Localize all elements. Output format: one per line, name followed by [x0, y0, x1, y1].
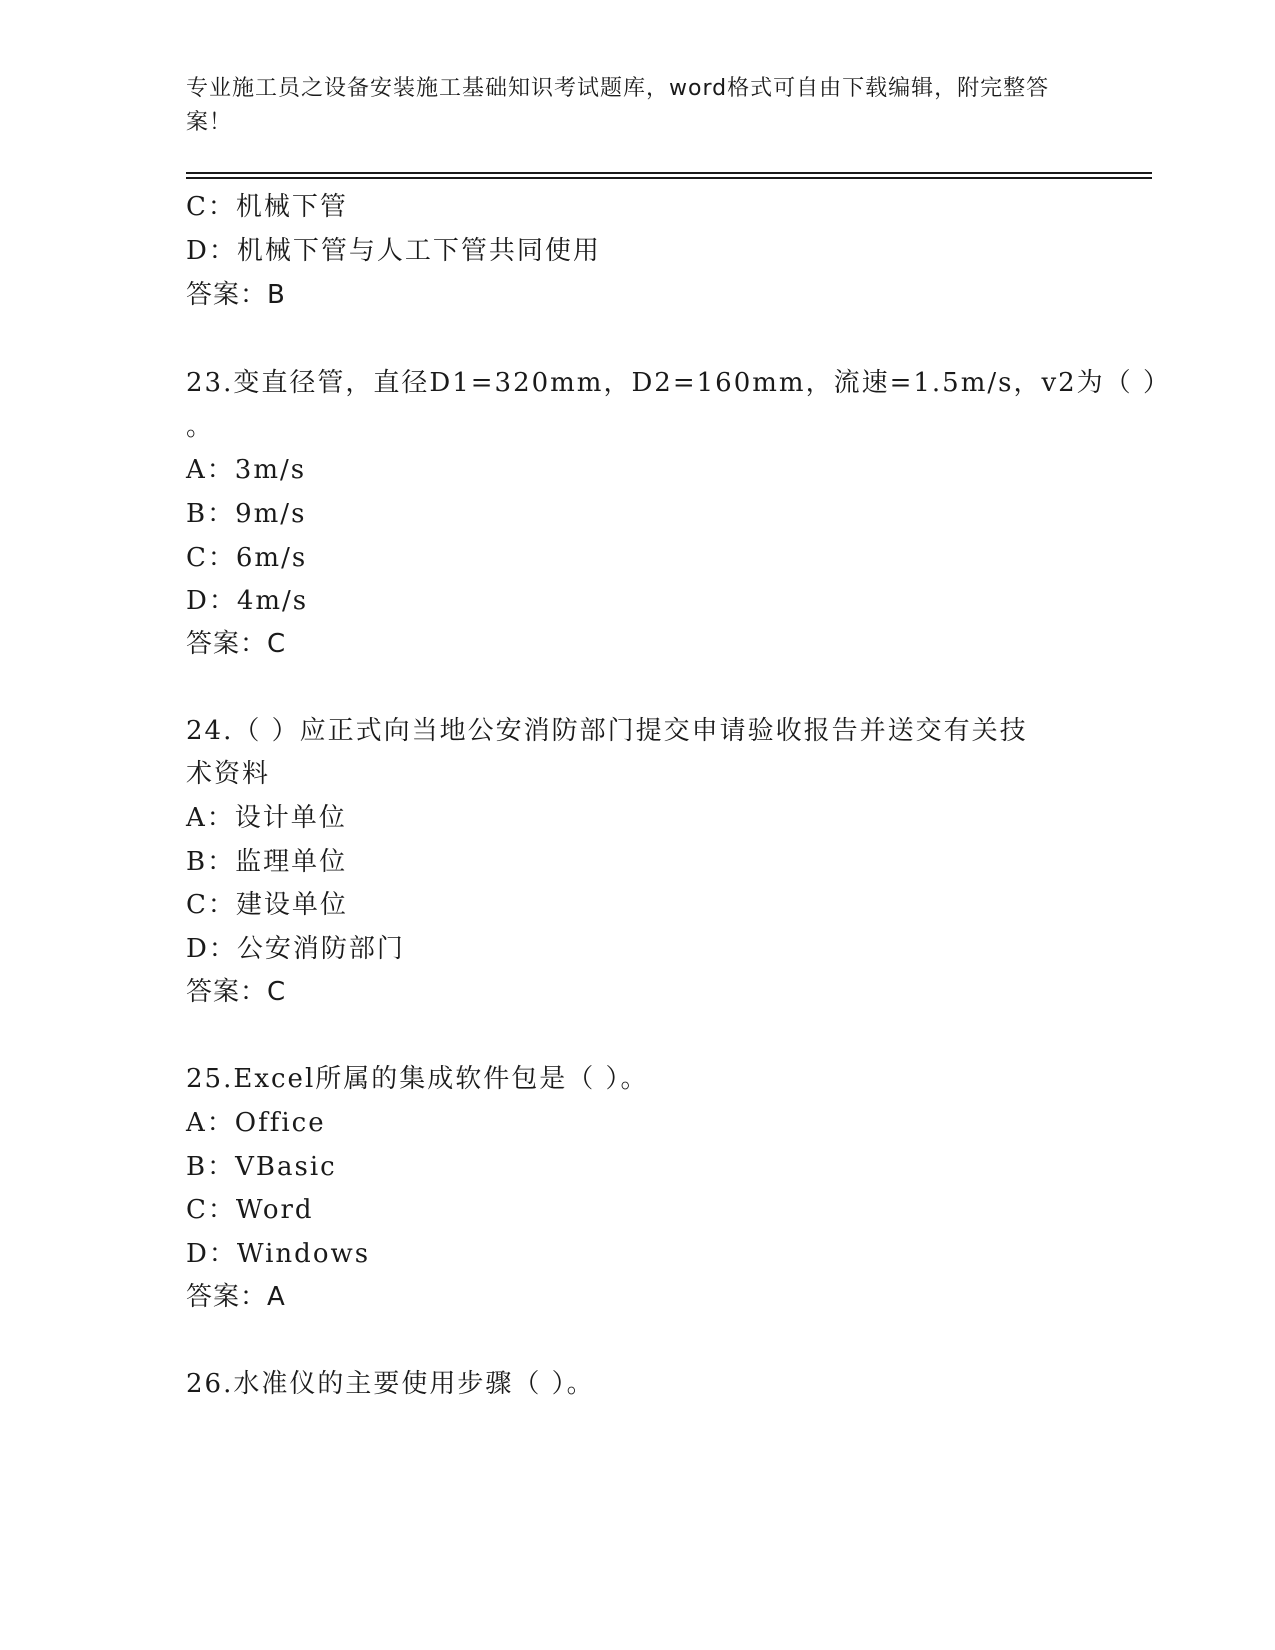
q23-stem-line2: 。 [186, 412, 215, 442]
q25-option-c: C：Word [186, 1195, 314, 1225]
q24-stem-line1: 24.（ ）应正式向当地公安消防部门提交申请验收报告并送交有关技 [186, 716, 1028, 746]
q23-stem-line1: 23.变直径管，直径D1=320mm，D2=160mm，流速=1.5m/s，v2为（ ） [186, 368, 1171, 398]
q25-option-b: B：VBasic [186, 1152, 337, 1182]
q24-option-a: A：设计单位 [186, 803, 347, 833]
q24-option-b: B：监理单位 [186, 847, 348, 877]
q22-option-d: D：机械下管与人工下管共同使用 [186, 236, 601, 266]
q25-stem-line1: 25.Excel所属的集成软件包是（ ）。 [186, 1064, 649, 1094]
q23-option-d: D：4m/s [186, 586, 309, 616]
q25-option-d: D：Windows [186, 1239, 371, 1269]
q22-answer: 答案：B [186, 280, 286, 310]
q22-option-c: C：机械下管 [186, 192, 348, 222]
q23-answer: 答案：C [186, 629, 287, 659]
q26-stem-line1: 26.水准仪的主要使用步骤（ ）。 [186, 1369, 595, 1399]
q24-stem-line2: 术资料 [186, 759, 271, 789]
document-header: 专业施工员之设备安装施工基础知识考试题库，word格式可自由下载编辑，附完整答案！ [186, 76, 1050, 135]
header-rule-top [186, 172, 1152, 174]
header-rule-bottom [186, 177, 1152, 179]
q24-option-c: C：建设单位 [186, 890, 348, 920]
q25-option-a: A：Office [186, 1108, 326, 1138]
q23-option-a: A：3m/s [186, 455, 307, 485]
q25-answer: 答案：A [186, 1282, 286, 1312]
q23-option-c: C：6m/s [186, 543, 308, 573]
q24-option-d: D：公安消防部门 [186, 934, 405, 964]
q24-answer: 答案：C [186, 977, 287, 1007]
q23-option-b: B：9m/s [186, 499, 307, 529]
